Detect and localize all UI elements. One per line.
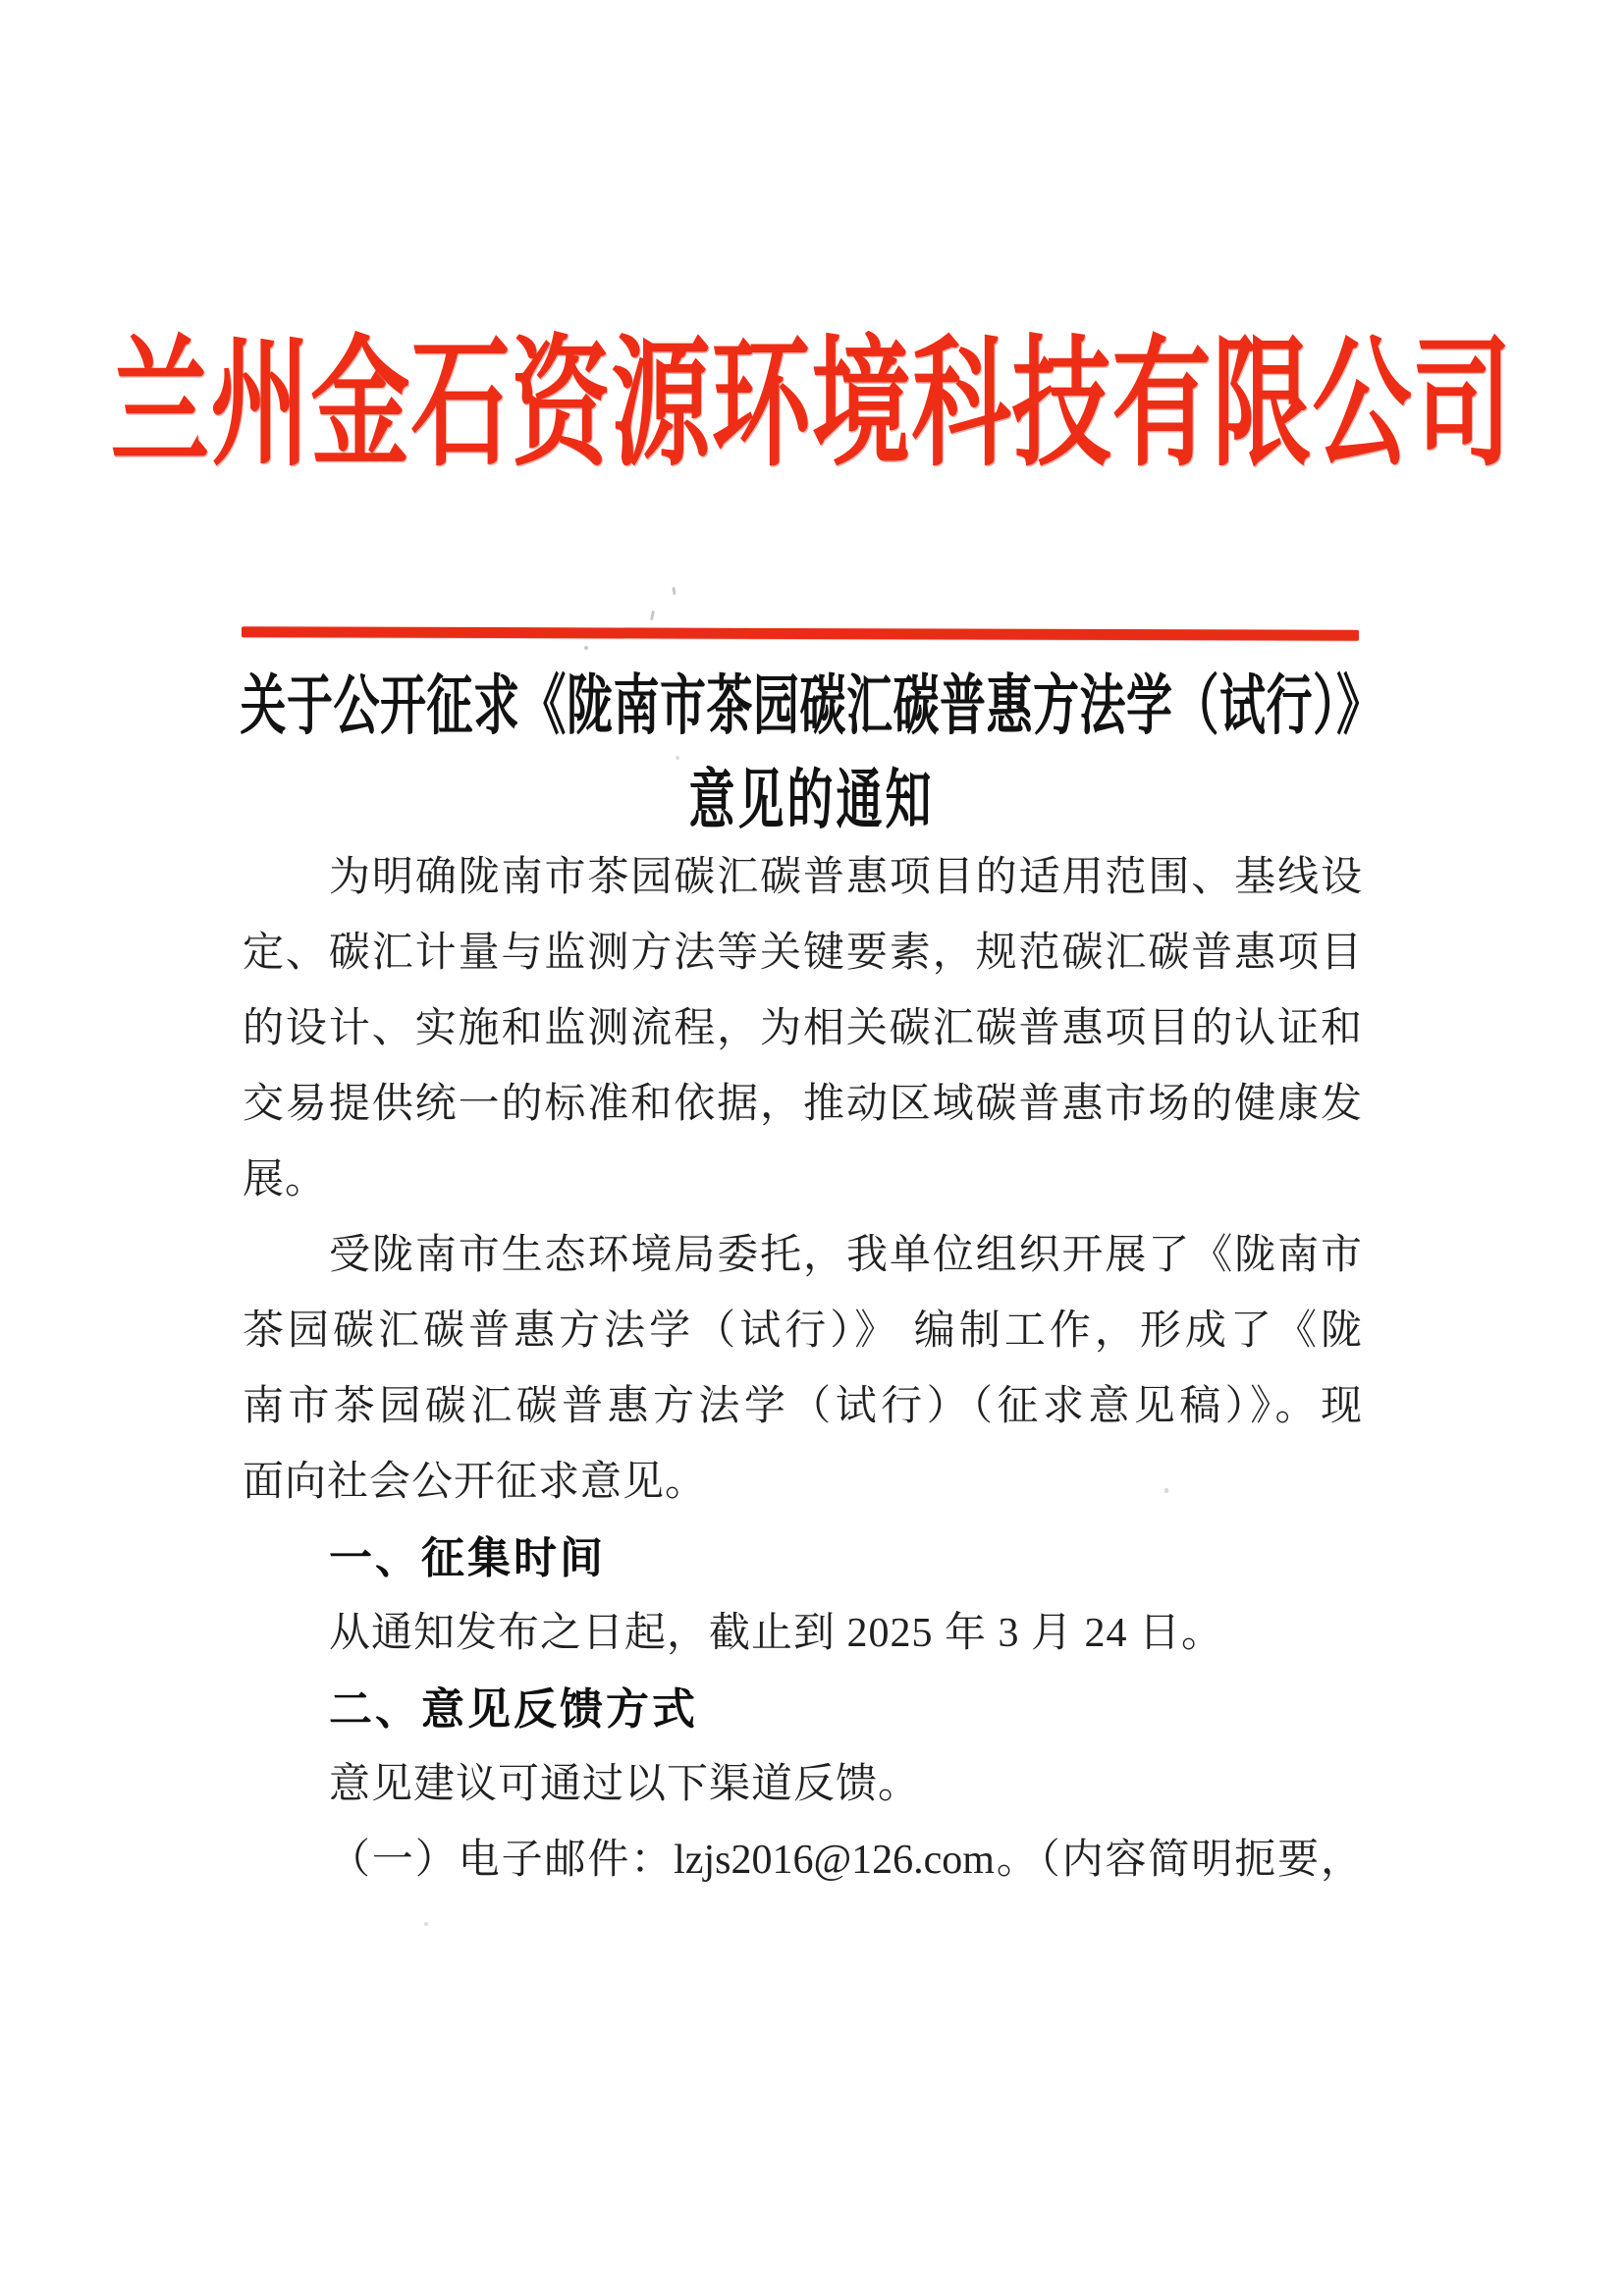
body-line: 受陇南市生态环境局委托，我单位组织开展了《陇南市 (329, 1233, 1362, 1278)
notice-title (0, 660, 1623, 848)
body-line: 的设计、实施和监测流程，为相关碳汇碳普惠项目的认证和 (243, 1006, 1362, 1051)
body-line: 面向社会公开征求意见。 (243, 1460, 708, 1505)
notice-title-line1: 关于公开征求《陇南市茶园碳汇碳普惠方法学（试行）》 (240, 670, 1383, 743)
scan-artifact (672, 587, 676, 595)
red-divider-line (242, 626, 1359, 641)
section-heading: 一、征集时间 (329, 1534, 606, 1582)
section-heading: 二、意见反馈方式 (329, 1685, 698, 1734)
body-line: 意见建议可通过以下渠道反馈。 (329, 1762, 921, 1807)
scan-artifact (424, 1922, 428, 1926)
body-line: 为明确陇南市茶园碳汇碳普惠项目的适用范围、基线设 (329, 855, 1362, 900)
scan-artifact (650, 611, 655, 620)
company-letterhead: 兰州金石资源环境科技有限公司 (110, 326, 1513, 483)
body-line: 茶园碳汇碳普惠方法学（试行）》 编制工作，形成了《陇 (243, 1308, 1362, 1354)
notice-title-line2: 意见的通知 (688, 765, 935, 837)
body-line: 展。 (243, 1157, 328, 1202)
scan-artifact (584, 646, 588, 650)
scan-artifact (676, 756, 679, 760)
body-line: 南市茶园碳汇碳普惠方法学（试行）（征求意见稿）》。现 (243, 1384, 1362, 1429)
document-body (243, 840, 1362, 1898)
body-line: （一）电子邮件：lzjs2016@126.com。（内容简明扼要， (329, 1838, 1362, 1883)
body-line: 交易提供统一的标准和依据，推动区域碳普惠市场的健康发 (243, 1082, 1362, 1127)
body-line: 从通知发布之日起，截止到 2025 年 3 月 24 日。 (329, 1611, 1224, 1656)
scan-artifact (1164, 1488, 1168, 1493)
body-line: 定、碳汇计量与监测方法等关键要素，规范碳汇碳普惠项目 (243, 931, 1362, 976)
